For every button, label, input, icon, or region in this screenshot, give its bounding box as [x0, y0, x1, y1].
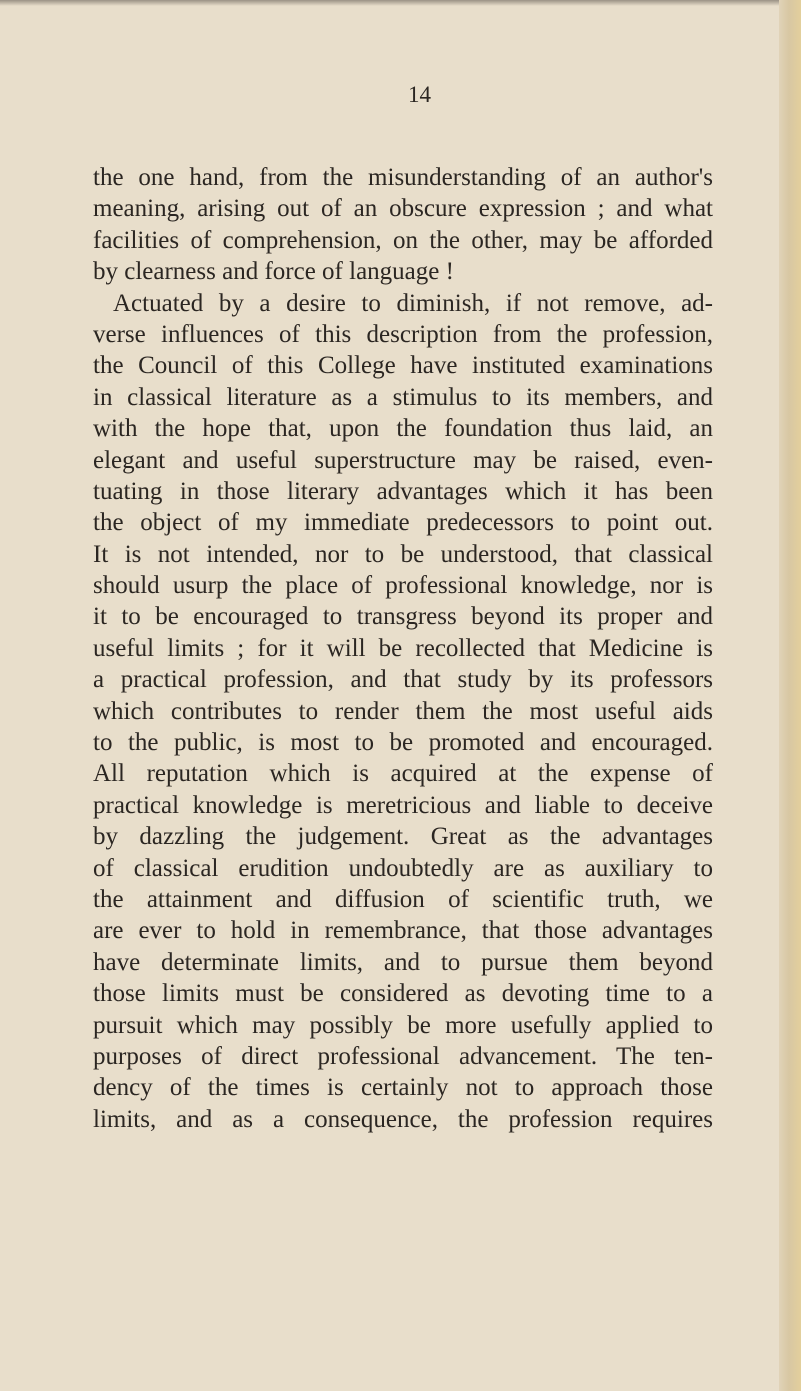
- text-line: by clearness and force of language !: [93, 258, 454, 286]
- text-line: have determinate limits, and to pursue them beyond: [93, 948, 713, 976]
- text-line: with the hope that, upon the foundation thus laid, an: [93, 415, 713, 443]
- text-line: dency of the times is certainly not to approach those: [93, 1074, 713, 1102]
- text-line: useful limits ; for it will be recollected that Medicine is: [93, 634, 713, 662]
- text-line: purposes of direct professional advancement. The ten-: [93, 1042, 713, 1070]
- top-shadow: [0, 0, 801, 6]
- text-line: All reputation which is acquired at the expense of: [93, 760, 713, 788]
- body-text: [93, 162, 713, 1135]
- text-line: facilities of comprehension, on the other, may be afforded: [93, 226, 713, 254]
- text-line: Actuated by a desire to diminish, if not remove, ad-: [113, 289, 713, 317]
- text-line: a practical profession, and that study by its professors: [93, 666, 713, 694]
- text-line: which contributes to render them the most useful aids: [93, 697, 713, 725]
- text-line: practical knowledge is meretricious and liable to deceive: [93, 791, 713, 819]
- text-line: in classical literature as a stimulus to its members, and: [93, 383, 713, 411]
- text-line: those limits must be considered as devoting time to a: [93, 980, 713, 1008]
- text-line: the object of my immediate predecessors to point out.: [93, 509, 713, 537]
- text-line: It is not intended, nor to be understood, that classical: [93, 540, 713, 568]
- text-line: to the public, is most to be promoted and encouraged.: [93, 729, 713, 757]
- text-line: by dazzling the judgement. Great as the advantages: [93, 823, 713, 851]
- text-line: the Council of this College have instituted examinations: [93, 352, 713, 380]
- text-line: should usurp the place of professional knowledge, nor is: [93, 572, 713, 600]
- text-line: limits, and as a consequence, the profession requires: [93, 1105, 713, 1133]
- text-line: verse influences of this description from the profession,: [93, 320, 713, 348]
- page-number: 14: [408, 82, 431, 107]
- text-line: meaning, arising out of an obscure expression ; and what: [93, 195, 713, 223]
- text-line: pursuit which may possibly be more usefully applied to: [93, 1011, 713, 1039]
- text-line: elegant and useful superstructure may be raised, even-: [93, 446, 713, 474]
- text-line: it to be encouraged to transgress beyond its proper and: [93, 603, 713, 631]
- text-line: of classical erudition undoubtedly are as auxiliary to: [93, 854, 713, 882]
- text-line: the one hand, from the misunderstanding of an author's: [93, 164, 713, 191]
- text-line: the attainment and diffusion of scientific truth, we: [93, 885, 713, 913]
- text-line: tuating in those literary advantages which it has been: [93, 477, 713, 505]
- page-edge: [779, 0, 801, 1391]
- text-line: are ever to hold in remembrance, that those advantages: [93, 917, 713, 945]
